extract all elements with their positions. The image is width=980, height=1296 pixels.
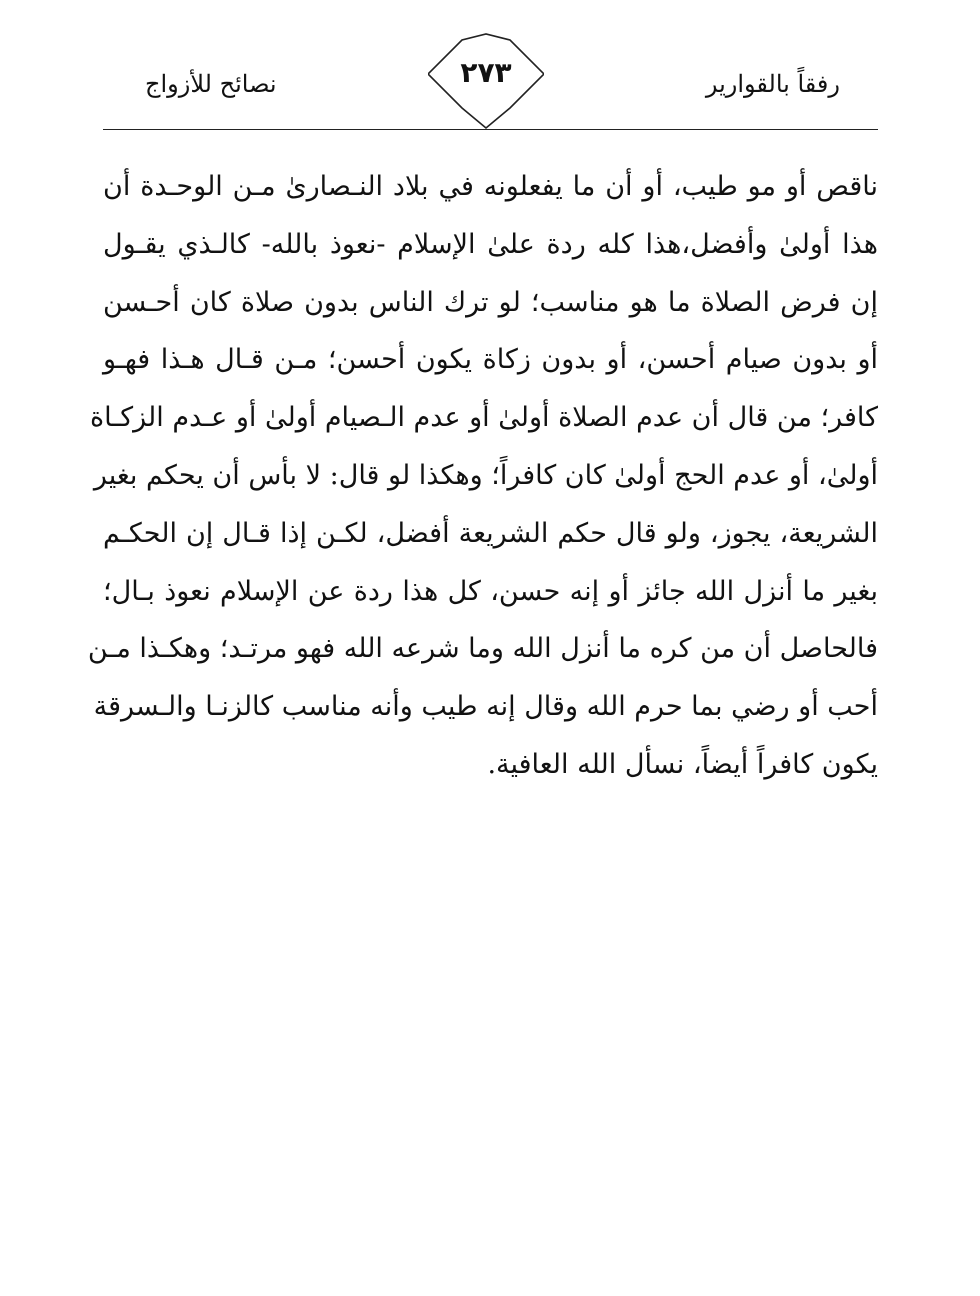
text-line-5: كافر؛ من قال أن عدم الصلاة أولىٰ أو عدم الـصيام أولىٰ أو عـدم الزكـاة <box>90 402 878 434</box>
text-line-2: هذا أولىٰ وأفضل،هذا كله ردة علىٰ الإسلام -نعوذ بالله- كالـذي يقـول <box>103 228 878 260</box>
page-number-badge <box>428 30 544 130</box>
text-line-1: ناقص أو مو طيب، أو أن ما يفعلونه في بلاد النـصارىٰ مـن الوحـدة أن <box>103 171 878 202</box>
book-title: رفقاً بالقوارير <box>705 70 840 98</box>
text-line-10: أحب أو رضي بما حرم الله وقال إنه طيب وأنه مناسب كالزنـا والـسرقة <box>93 691 878 723</box>
text-line-4: أو بدون صيام أحسن، أو بدون زكاة يكون أحسن؛ مـن قـال هـذا فهـو <box>103 344 878 376</box>
body-text <box>87 158 878 794</box>
page-header <box>0 0 980 135</box>
header-divider <box>103 129 878 130</box>
text-line-7: الشريعة، يجوز، ولو قال حكم الشريعة أفضل، لكـن إذا قـال إن الحكـم <box>103 517 878 549</box>
chapter-title: نصائح للأزواج <box>145 70 277 98</box>
text-line-8: بغير ما أنزل الله جائز أو إنه حسن، كل هذا ردة عن الإسلام نعوذ بـال؛ <box>103 575 878 607</box>
text-line-11: يكون كافراً أيضاً، نسأل الله العافية. <box>487 748 878 780</box>
text-line-3: إن فرض الصلاة ما هو مناسب؛ لو ترك الناس بدون صلاة كان أحـسن <box>103 286 878 318</box>
text-line-9: فالحاصل أن من كره ما أنزل الله وما شرعه الله فهو مرتـد؛ وهكـذا مـن <box>87 633 878 665</box>
page-number: ٢٧٣ <box>460 56 512 89</box>
text-line-6: أولىٰ، أو عدم الحج أولىٰ كان كافراً؛ وهكذا لو قال: لا بأس أن يحكم بغير <box>93 459 878 491</box>
